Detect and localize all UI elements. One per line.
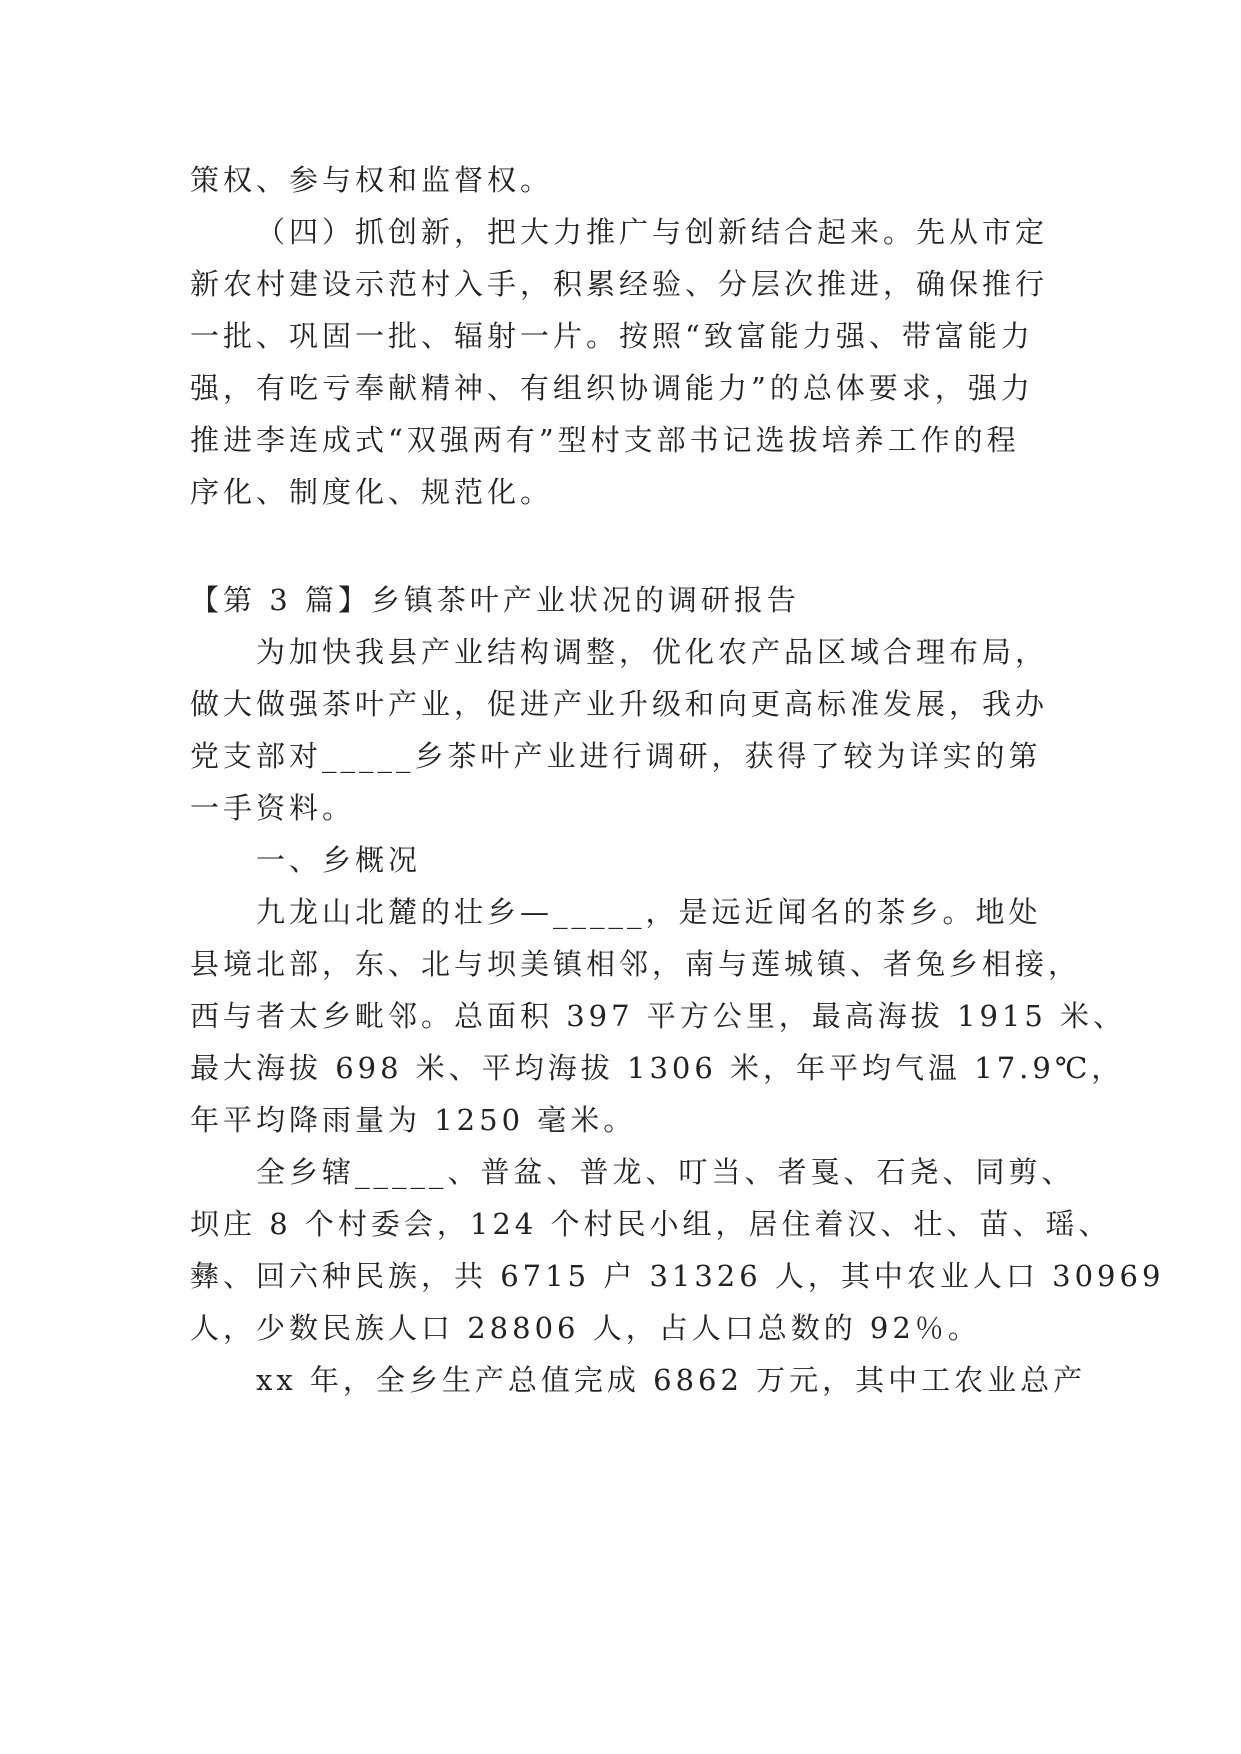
text-line: 坝庄 8 个村委会，124 个村民小组，居住着汉、壮、苗、瑶、 (190, 1207, 1112, 1241)
text-line: 一批、巩固一批、辐射一片。按照“致富能力强、带富能力 (190, 319, 1034, 353)
text-line: 强，有吃亏奉献精神、有组织协调能力”的总体要求，强力 (190, 371, 1034, 405)
section-title: 一、乡概况 (256, 843, 422, 877)
text-line: 人，少数民族人口 28806 人，占人口总数的 92％。 (190, 1311, 981, 1345)
text-line: 最大海拔 698 米、平均海拔 1306 米，年平均气温 17.9℃， (190, 1051, 1125, 1085)
text-line: 彝、回六种民族，共 6715 户 31326 人，其中农业人口 30969 (190, 1259, 1165, 1293)
text-line: 全乡辖_____、普盆、普龙、叮当、者戛、石尧、同剪、 (256, 1155, 1075, 1189)
text-line: 县境北部，东、北与坝美镇相邻，南与莲城镇、者兔乡相接， (190, 947, 1082, 981)
text-line: 为加快我县产业结构调整，优化农产品区域合理布局， (256, 635, 1049, 669)
text-line: 推进李连成式“双强两有”型村支部书记选拔培养工作的程 (190, 423, 1020, 457)
text-line: 策权、参与权和监督权。 (190, 163, 554, 197)
text-line: 西与者太乡毗邻。总面积 397 平方公里，最高海拔 1915 米、 (190, 999, 1127, 1033)
text-line: 序化、制度化、规范化。 (190, 475, 554, 509)
text-line: 一手资料。 (190, 791, 356, 825)
article-heading: 【第 3 篇】乡镇茶叶产业状况的调研报告 (190, 583, 800, 617)
text-line: 党支部对_____乡茶叶产业进行调研，获得了较为详实的第 (190, 739, 1042, 773)
text-line: 做大做强茶叶产业，促进产业升级和向更高标准发展，我办 (190, 687, 1049, 721)
text-line: 年平均降雨量为 1250 毫米。 (190, 1103, 637, 1137)
text-line: 九龙山北麓的壮乡—_____，是远近闻名的茶乡。地处 (256, 895, 1042, 929)
text-line: xx 年，全乡生产总值完成 6862 万元，其中工农业总产 (256, 1363, 1087, 1397)
text-line: 新农村建设示范村入手，积累经验、分层次推进，确保推行 (190, 267, 1049, 301)
text-line: （四）抓创新，把大力推广与创新结合起来。先从市定 (256, 215, 1049, 249)
